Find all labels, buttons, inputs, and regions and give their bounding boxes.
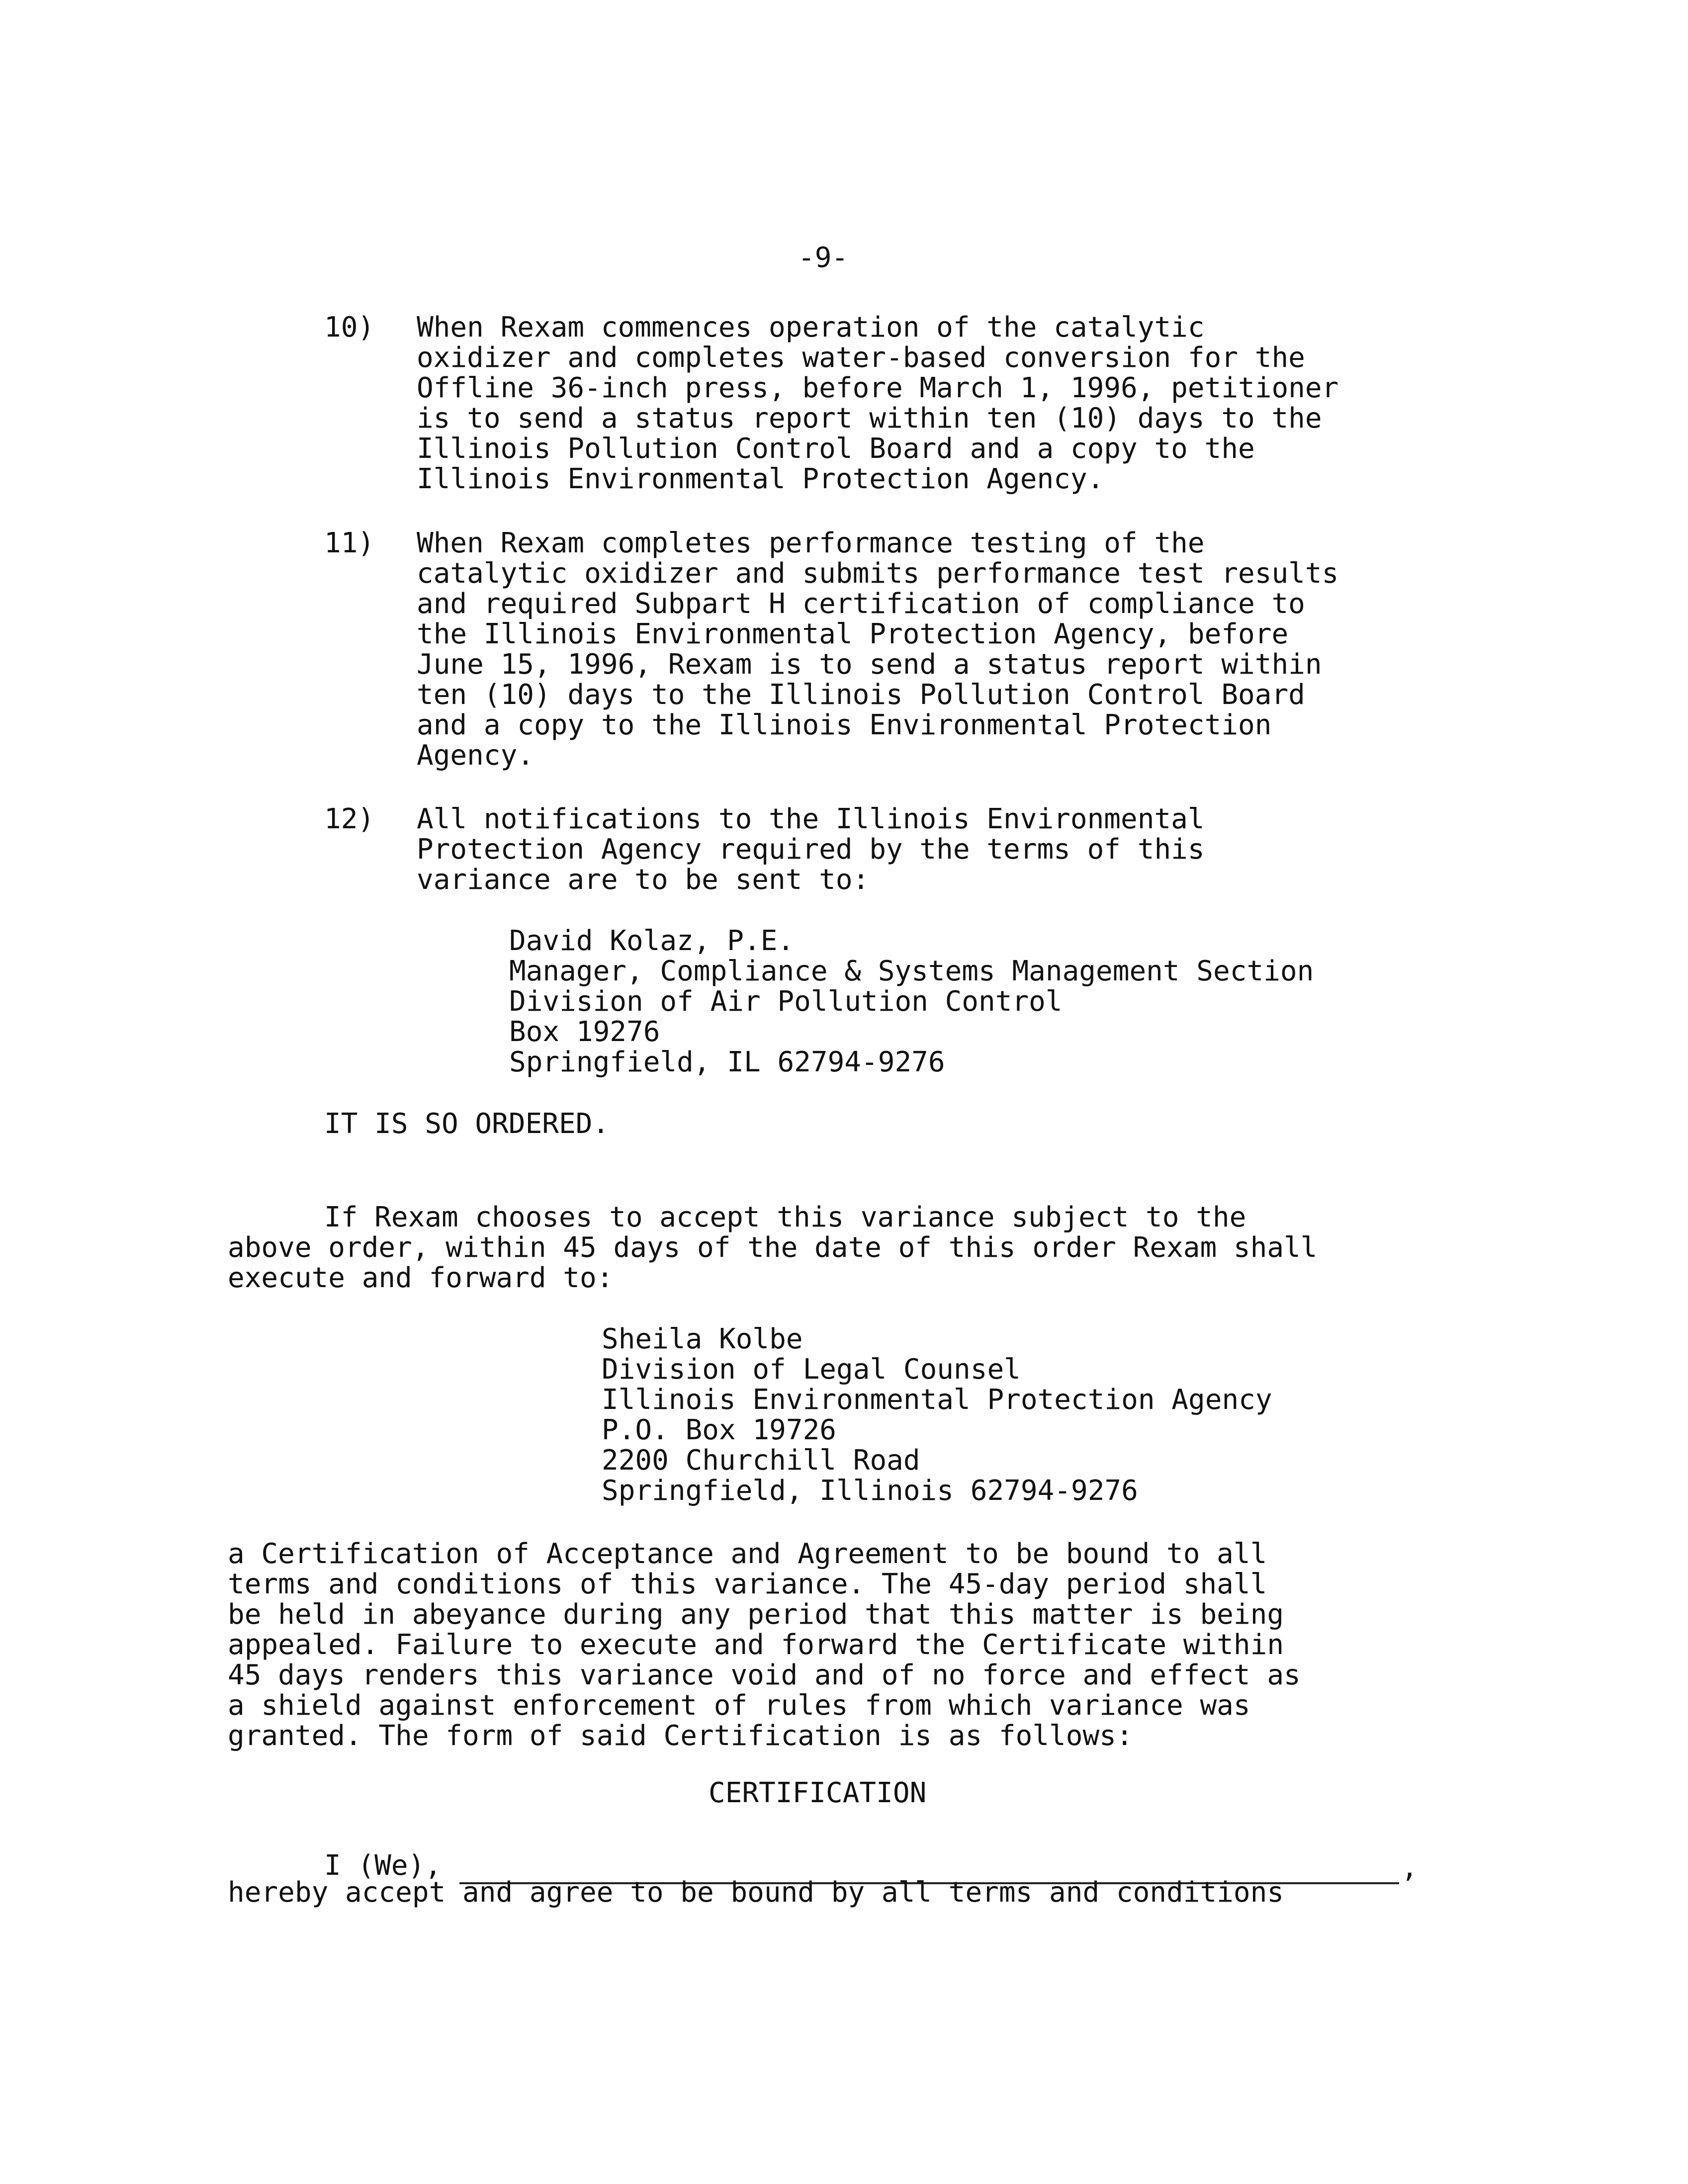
so-ordered: IT IS SO ORDERED.	[324, 1108, 610, 1140]
address-line: Illinois Environmental Protection Agency	[602, 1384, 1272, 1416]
paragraph-line: terms and conditions of this variance. The 45-day period shall	[228, 1568, 1267, 1600]
address-line: P.O. Box 19726	[602, 1414, 837, 1446]
item-line: All notifications to the Illinois Environmental	[417, 803, 1205, 835]
address-line: Manager, Compliance & Systems Management Section	[509, 955, 1314, 987]
item-line: ten (10) days to the Illinois Pollution Control Board	[417, 679, 1305, 711]
address-line: Springfield, IL 62794-9276	[509, 1046, 945, 1078]
agency-address	[509, 926, 1314, 1077]
item-text	[417, 804, 1205, 895]
item-line: oxidizer and completes water-based conversion for the	[417, 342, 1305, 374]
certification-heading: CERTIFICATION	[709, 1777, 927, 1809]
item-line: Illinois Environmental Protection Agency.	[417, 463, 1104, 495]
paragraph-line: execute and forward to:	[228, 1262, 614, 1294]
item-number: 12)	[324, 803, 375, 835]
item-text	[417, 528, 1338, 771]
item-number: 11)	[324, 527, 375, 559]
item-line: June 15, 1996, Rexam is to send a status report within	[417, 648, 1322, 681]
paragraph-line: a Certification of Acceptance and Agreement to be bound to all	[228, 1538, 1267, 1570]
paragraph-line: 45 days renders this variance void and of no force and effect as	[228, 1659, 1301, 1691]
item-line: catalytic oxidizer and submits performance test results	[417, 557, 1339, 590]
item-line: and required Subpart H certification of compliance to	[417, 588, 1305, 620]
item-number: 10)	[324, 311, 375, 344]
item-line: Protection Agency required by the terms of this	[417, 833, 1205, 866]
signature-suffix: ,	[1401, 1851, 1418, 1884]
item-line: and a copy to the Illinois Environmental Protection	[417, 709, 1272, 741]
item-line: Agency.	[417, 739, 534, 772]
paragraph-line: a shield against enforcement of rules from which variance was	[228, 1689, 1250, 1722]
page-number: -9-	[798, 242, 849, 274]
signature-prefix: I (We),	[324, 1849, 442, 1882]
paragraph-line: appealed. Failure to execute and forward the Certificate within	[228, 1629, 1284, 1661]
item-line: When Rexam completes performance testing of the	[417, 527, 1205, 559]
address-line: David Kolaz, P.E.	[509, 925, 795, 957]
paragraph-line: If Rexam chooses to accept this variance subject to the	[324, 1201, 1246, 1233]
paragraph-line: above order, within 45 days of the date of this order Rexam shall	[228, 1231, 1318, 1264]
address-line: Box 19276	[509, 1016, 660, 1048]
last-line: hereby accept and agree to be bound by all terms and conditions	[228, 1876, 1284, 1909]
certification-paragraph	[228, 1539, 1301, 1751]
item-line: is to send a status report within ten (10) days to the	[417, 402, 1322, 435]
item-line: Offline 36-inch press, before March 1, 1996, petitioner	[417, 372, 1339, 404]
paragraph-line: be held in abeyance during any period that this matter is being	[228, 1598, 1284, 1631]
address-line: Springfield, Illinois 62794-9276	[602, 1475, 1138, 1507]
paragraph-line: granted. The form of said Certification is as follows:	[228, 1720, 1133, 1752]
legal-address	[602, 1324, 1272, 1506]
address-line: Sheila Kolbe	[602, 1323, 803, 1355]
item-line: the Illinois Environmental Protection Agency, before	[417, 618, 1289, 650]
item-line: variance are to be sent to:	[417, 864, 870, 896]
item-text	[417, 312, 1338, 494]
item-line: When Rexam commences operation of the catalytic	[417, 311, 1205, 344]
acceptance-paragraph	[228, 1202, 1317, 1293]
address-line: 2200 Churchill Road	[602, 1444, 920, 1477]
address-line: Division of Air Pollution Control	[509, 985, 1063, 1018]
address-line: Division of Legal Counsel	[602, 1353, 1021, 1386]
item-line: Illinois Pollution Control Board and a copy to the	[417, 433, 1255, 465]
